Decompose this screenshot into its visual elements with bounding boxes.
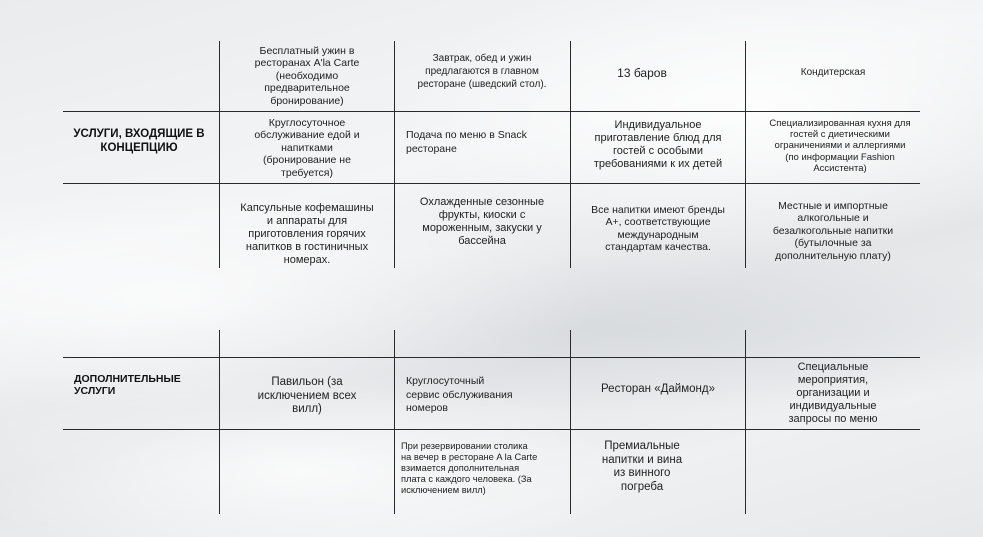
concept-cell-r3-c1: Капсульные кофемашины и аппараты для приготовления горячих напитков в гостиничных номерах.: [240, 202, 374, 266]
grid-line: [745, 330, 746, 514]
concept-cell-r3-c3: Все напитки имеют бренды A+, соответствующие международным стандартам качества.: [591, 204, 725, 254]
extra-cell-r1-c3: Ресторан «Даймонд»: [601, 383, 715, 395]
extra-cell-r1-c1: Павильон (за исключением всех вилл): [257, 376, 357, 416]
grid-line: [219, 330, 220, 514]
concept-cell-r1-c1: Бесплатный ужин в ресторанах A'la Carte (необходимо предварительное бронирование): [254, 45, 360, 107]
concept-cell-r1-c3: 13 баров: [617, 66, 667, 80]
concept-cell-r3-c4: Местные и импортные алкогольные и безалкогольные напитки (бутылочные за дополнительную плату): [772, 200, 894, 262]
grid-line: [394, 41, 395, 268]
extra-cell-r2-c3: Премиальные напитки и вина из винного погреба: [601, 440, 683, 493]
grid-line: [63, 111, 920, 112]
grid-line: [63, 183, 920, 184]
extra-cell-r1-c2: Круглосуточный сервис обслуживания номеров: [406, 375, 513, 415]
extra-section-title: ДОПОЛНИТЕЛЬНЫЕ УСЛУГИ: [74, 373, 181, 398]
concept-cell-r2-c2: Подача по меню в Snack ресторане: [406, 129, 527, 155]
grid-line: [63, 429, 920, 430]
grid-line: [394, 330, 395, 514]
extra-cell-r2-c2: При резервировании столика на вечер в ресторане A la Carte взимается дополнительная плата с каждого человека. (За исключением вилл): [401, 441, 538, 495]
concept-section-title: УСЛУГИ, ВХОДЯЩИЕ В КОНЦЕПЦИЮ: [73, 128, 205, 154]
extra-cell-r1-c4: Специальные мероприятия, организации и индивидуальные запросы по меню: [788, 361, 878, 425]
concept-cell-r1-c2: Завтрак, обед и ужин предлагаются в главном ресторане (шведский стол).: [417, 53, 547, 90]
concept-cell-r2-c4: Специализированная кухня для гостей с диетическими ограничениями и аллергиями (по информации Fashion Ассистента): [769, 118, 911, 174]
grid-line: [63, 357, 920, 358]
concept-cell-r2-c1: Круглосуточное обслуживание едой и напитками (бронирование не требуется): [254, 117, 360, 179]
concept-cell-r3-c2: Охлажденные сезонные фрукты, киоски с мороженным, закуски у бассейна: [419, 196, 545, 247]
concept-cell-r1-c4: Кондитерская: [800, 67, 866, 78]
concept-cell-r2-c3: Индивидуальное приготавление блюд для гостей с особыми требованиями к их детей: [593, 119, 723, 170]
grid-line: [219, 41, 220, 268]
